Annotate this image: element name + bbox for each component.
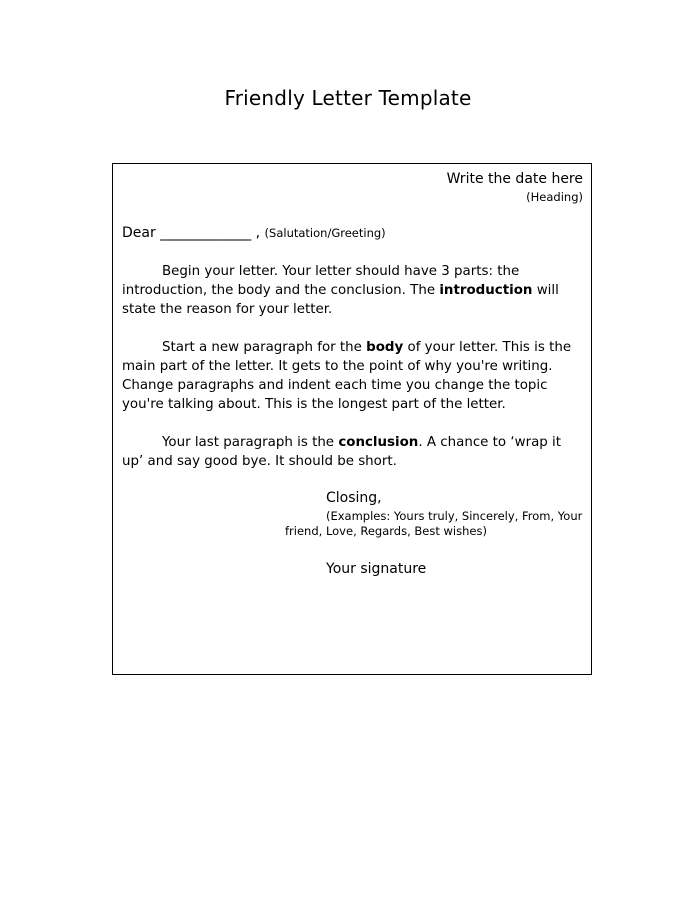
heading-note: (Heading) bbox=[526, 190, 583, 204]
intro-text-b: will state the reason for your letter. bbox=[122, 283, 559, 317]
salutation-note: (Salutation/Greeting) bbox=[264, 226, 386, 240]
intro-keyword: introduction bbox=[439, 283, 533, 298]
signature-line: Your signature bbox=[326, 561, 427, 577]
letter-box bbox=[112, 163, 592, 675]
conclusion-text-b: . A chance to ‘wrap it up’ and say good bye. It should be short. bbox=[122, 435, 562, 469]
salutation-dear: Dear bbox=[122, 225, 156, 241]
conclusion-text-a: Your last paragraph is the bbox=[162, 435, 339, 450]
conclusion-paragraph bbox=[122, 433, 584, 471]
salutation-line bbox=[122, 225, 386, 241]
closing-examples: (Examples: Yours truly, Sincerely, From, Your friend, Love, Regards, Best wishes) bbox=[285, 509, 583, 538]
intro-text-a: Begin your letter. Your letter should have 3 parts: the introduction, the body and the conclusion. The bbox=[122, 264, 520, 298]
salutation-comma: , bbox=[255, 225, 261, 241]
closing-label: Closing, bbox=[326, 490, 382, 506]
body-text-a: Start a new paragraph for the bbox=[162, 340, 367, 355]
body-paragraph bbox=[122, 338, 584, 414]
page-title: Friendly Letter Template bbox=[224, 86, 472, 110]
intro-paragraph bbox=[122, 262, 584, 319]
date-line: Write the date here bbox=[446, 171, 583, 187]
body-text-b: of your letter. This is the main part of the letter. It gets to the point of why you're writing. Change paragraphs and indent each time you change the topic you're talking about. This is the longest part of the letter. bbox=[122, 340, 572, 412]
conclusion-keyword: conclusion bbox=[338, 435, 419, 450]
body-keyword: body bbox=[366, 340, 404, 355]
salutation-blank: _____________ bbox=[160, 225, 252, 241]
